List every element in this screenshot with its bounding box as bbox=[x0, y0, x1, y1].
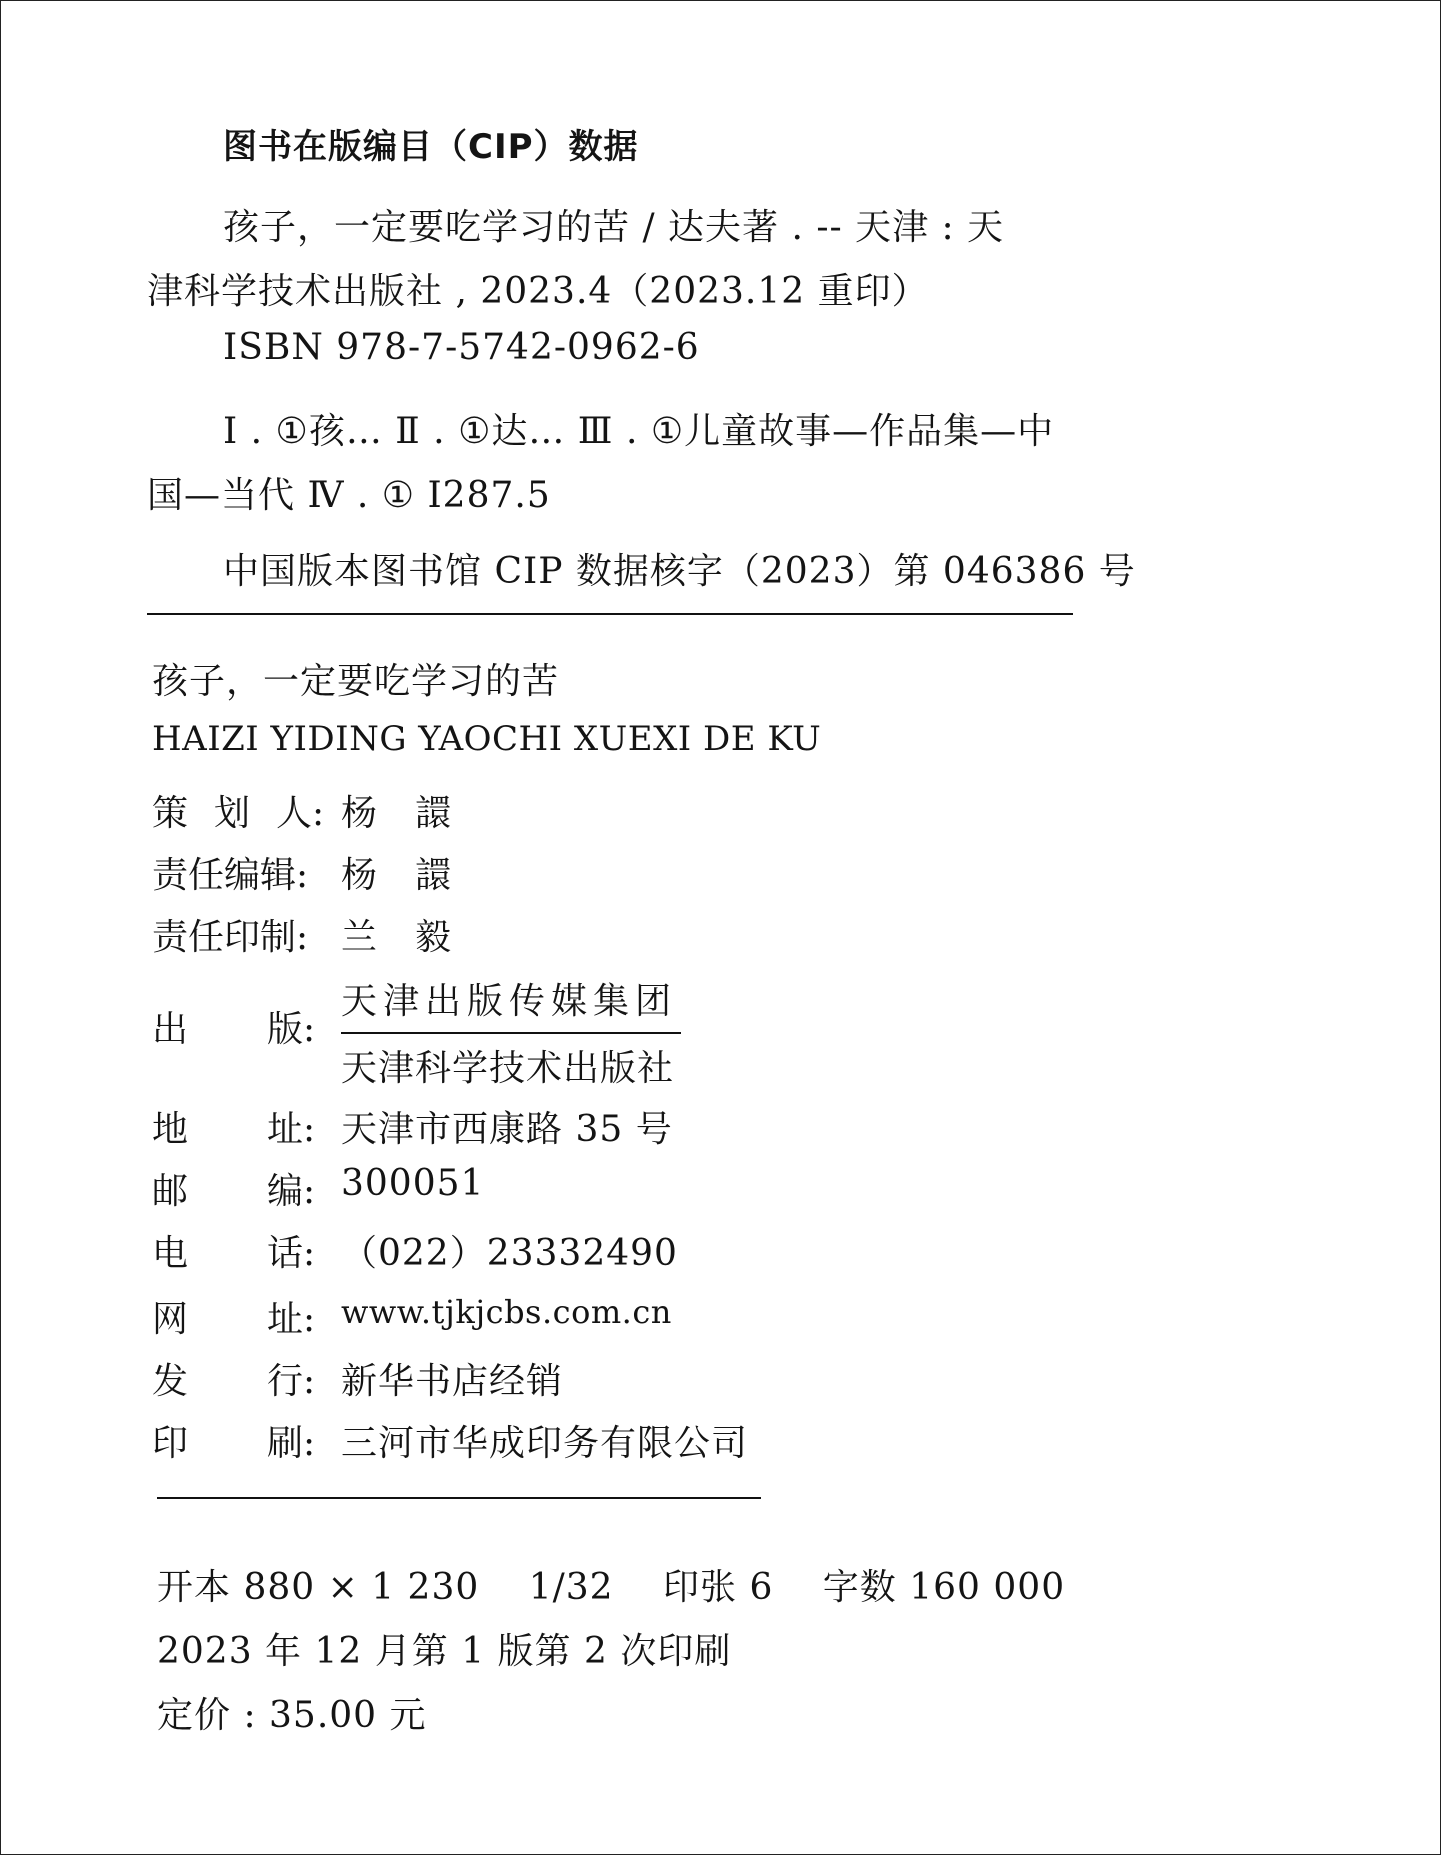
publisher-divider bbox=[341, 1032, 681, 1034]
divider-bottom bbox=[157, 1497, 761, 1499]
copyright-page: 图书在版编目（CIP）数据 孩子，一定要吃学习的苦 / 达夫著 . -- 天津 : 天 津科学技术出版社 , 2023.4（2023.12 重印） ISBN 978-7-5742-0962-6 Ⅰ . ①孩… Ⅱ . ①达… Ⅲ . ①儿童故事—作品集—中 国—当代 Ⅳ . ① I287.5 中国版本图书馆 CIP 数据核字（2023）第 046386 号 孩子，一定要吃学习的苦 HAIZI YIDING YAOCHI XUEXI DE KU 策 划 人: 杨 譞 责任编辑: 杨 譞 责任印制: 兰 毅 出 版: 天津出版传媒集团 天津科学技术出版社 地 址: 天津市西康路 35 号 邮 编: 300051 电 话: （022）23332490 网 址: www.tjkjcbs.com.cn 发 行: 新华书店经销 印 刷: 三河市华成印务有限公司 开本 880 × 1 230 1/32 印张 6 字数 160 000 2023 年 12 月第 1 版第 2 次印刷 定价 : 35.00 元 bbox=[0, 0, 1441, 1855]
publisher-name: 天津科学技术出版社 bbox=[341, 1048, 675, 1089]
book-title-pinyin: HAIZI YIDING YAOCHI XUEXI DE KU bbox=[152, 719, 822, 759]
value-printing-manager: 兰 毅 bbox=[341, 917, 453, 958]
value-distribution: 新华书店经销 bbox=[341, 1361, 564, 1402]
cip-line-2: 津科学技术出版社 , 2023.4（2023.12 重印） bbox=[147, 271, 929, 312]
divider-top bbox=[147, 613, 1073, 615]
cip-title: 图书在版编目（CIP）数据 bbox=[223, 127, 639, 167]
cip-isbn: ISBN 978-7-5742-0962-6 bbox=[223, 327, 700, 368]
cip-class-line-2: 国—当代 Ⅳ . ① I287.5 bbox=[147, 475, 551, 516]
value-website: www.tjkjcbs.com.cn bbox=[341, 1293, 672, 1331]
value-address: 天津市西康路 35 号 bbox=[341, 1109, 673, 1150]
publisher-group: 天津出版传媒集团 bbox=[341, 981, 678, 1022]
cip-line-1: 孩子，一定要吃学习的苦 / 达夫著 . -- 天津 : 天 bbox=[223, 207, 1005, 248]
spec-price: 定价 : 35.00 元 bbox=[157, 1695, 427, 1736]
value-printer: 三河市华成印务有限公司 bbox=[341, 1423, 749, 1464]
cip-record-number: 中国版本图书馆 CIP 数据核字（2023）第 046386 号 bbox=[223, 551, 1136, 592]
value-editor: 杨 譞 bbox=[341, 855, 453, 896]
spec-edition: 2023 年 12 月第 1 版第 2 次印刷 bbox=[157, 1631, 732, 1672]
value-phone: （022）23332490 bbox=[341, 1233, 678, 1274]
spec-format: 开本 880 × 1 230 1/32 印张 6 字数 160 000 bbox=[157, 1567, 1066, 1608]
value-planner: 杨 譞 bbox=[341, 793, 453, 834]
value-postcode: 300051 bbox=[341, 1163, 485, 1204]
book-title: 孩子，一定要吃学习的苦 bbox=[152, 661, 560, 702]
publisher-block bbox=[341, 973, 681, 1091]
cip-class-line-1: Ⅰ . ①孩… Ⅱ . ①达… Ⅲ . ①儿童故事—作品集—中 bbox=[223, 411, 1055, 452]
